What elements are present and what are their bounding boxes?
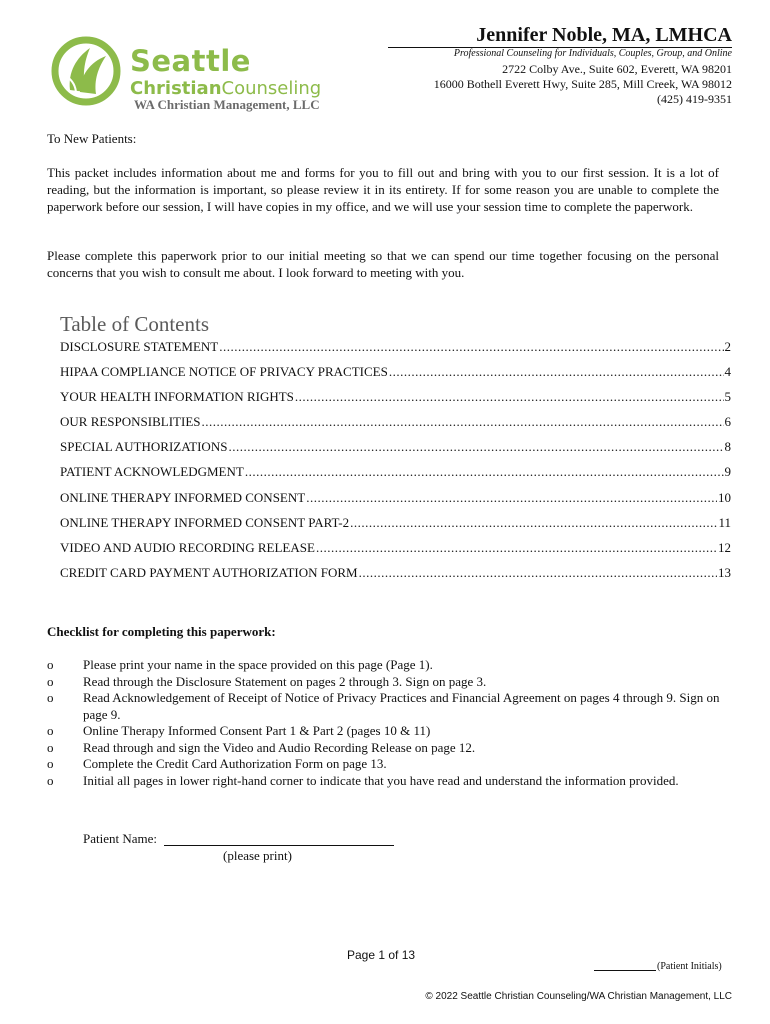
toc-entry[interactable] [60, 540, 731, 556]
toc-entry[interactable] [60, 515, 731, 531]
toc-entry-label: SPECIAL AUTHORIZATIONS [60, 439, 228, 454]
toc-entry-page: 12 [718, 540, 731, 555]
patient-name-label: Patient Name: [83, 831, 158, 846]
toc-entry-label: OUR RESPONSIBLITIES [60, 414, 201, 429]
list-item [47, 740, 737, 757]
list-item-text: Read through and sign the Video and Audio Recording Release on page 12. [83, 739, 476, 755]
toc-entry-page: 6 [724, 414, 731, 429]
address-line-1: 2722 Colby Ave., Suite 602, Everett, WA 98201 [502, 62, 732, 76]
toc-entry-page: 9 [724, 464, 731, 479]
bullet: o [47, 673, 54, 689]
list-item [47, 657, 737, 674]
bullet: o [47, 690, 54, 705]
toc-leader [306, 490, 717, 506]
toc-entry[interactable] [60, 389, 731, 405]
toc-entry[interactable] [60, 439, 731, 455]
logo-subtitle: WA Christian Management, LLC [134, 97, 320, 112]
bullet: o [47, 723, 54, 738]
toc-leader [202, 414, 724, 430]
toc-entry[interactable] [60, 490, 731, 506]
toc-entry-page: 4 [724, 364, 731, 379]
toc-leader [245, 464, 724, 480]
patient-initials-label: (Patient Initials) [657, 961, 722, 972]
toc-entry[interactable] [60, 565, 731, 581]
list-item [47, 674, 737, 691]
checklist [47, 657, 737, 789]
page-number: Page 1 of 13 [347, 948, 416, 962]
bullet: o [47, 657, 54, 672]
phone-number: (425) 419-9351 [657, 92, 732, 106]
logo-word-christian-counseling [130, 78, 321, 99]
toc-entry-label: HIPAA COMPLIANCE NOTICE OF PRIVACY PRACTICES [60, 364, 388, 379]
list-item [47, 723, 737, 740]
bullet: o [47, 772, 54, 788]
toc-entry[interactable] [60, 364, 731, 380]
list-item-text: Read through the Disclosure Statement on pages 2 through 3. Sign on page 3. [83, 673, 487, 689]
leaf-logo-icon [50, 36, 126, 106]
patient-name-field[interactable] [164, 845, 394, 846]
toc-entry-label: DISCLOSURE STATEMENT [60, 339, 219, 354]
intro-paragraph-1: This packet includes information about me and forms for you to fill out and bring with you to our first session. It is a lot of reading, but the information is important, so please review it in its entirety. If for some reason you are unable to complete the paperwork before our session, I will have copies in my office, and we will use your session time to complete the paperwork. [47, 165, 719, 214]
toc-leader [295, 389, 724, 405]
list-item-text: Complete the Credit Card Authorization Form on page 13. [83, 756, 387, 771]
greeting: To New Patients: [47, 131, 137, 146]
checklist-title: Checklist for completing this paperwork: [47, 624, 276, 639]
logo-word-christian: Christian [130, 78, 222, 99]
toc-entry-label: ONLINE THERAPY INFORMED CONSENT [60, 490, 306, 505]
toc-entry-label: CREDIT CARD PAYMENT AUTHORIZATION FORM [60, 565, 358, 580]
address-line-2: 16000 Bothell Everett Hwy, Suite 285, Mill Creek, WA 98012 [433, 77, 732, 91]
toc-entry-page: 10 [718, 490, 731, 505]
toc-entry-page: 5 [724, 389, 731, 404]
list-item-text: Read Acknowledgement of Receipt of Notice of Privacy Practices and Financial Agreement on pages 4 through 9. Sign on page 9. [83, 690, 720, 722]
list-item [47, 756, 737, 773]
toc-leader [316, 540, 717, 556]
provider-tagline: Professional Counseling for Individuals, Couples, Group, and Online [453, 48, 732, 59]
toc-entry-page: 11 [718, 515, 731, 530]
list-item-text: Online Therapy Informed Consent Part 1 & Part 2 (pages 10 & 11) [83, 723, 431, 738]
logo-word-seattle: Seattle [130, 44, 251, 78]
toc-entry-label: YOUR HEALTH INFORMATION RIGHTS [60, 389, 294, 404]
toc-leader [228, 439, 723, 455]
toc-entry[interactable] [60, 464, 731, 480]
toc-entry[interactable] [60, 414, 731, 430]
intro-paragraph-2: Please complete this paperwork prior to our initial meeting so that we can spend our time together focusing on the personal concerns that you wish to consult me about. I look forward to meeting with you. [47, 248, 719, 280]
toc-leader [219, 339, 723, 355]
toc-leader [389, 364, 724, 380]
list-item-text: Please print your name in the space provided on this page (Page 1). [83, 657, 433, 672]
patient-name-hint: (please print) [223, 848, 292, 863]
toc-title: Table of Contents [60, 312, 209, 336]
list-item-text: Initial all pages in lower right-hand corner to indicate that you have read and understand the information provided. [83, 772, 679, 788]
bullet: o [47, 756, 54, 771]
list-item [47, 773, 737, 790]
toc-entry[interactable] [60, 339, 731, 355]
copyright: © 2022 Seattle Christian Counseling/WA Christian Management, LLC [425, 991, 732, 1002]
list-item [47, 690, 737, 723]
toc-entry-label: ONLINE THERAPY INFORMED CONSENT PART-2 [60, 515, 350, 530]
toc-entry-page: 8 [724, 439, 731, 454]
bullet: o [47, 739, 54, 755]
provider-name: Jennifer Noble, MA, LMHCA [476, 24, 732, 46]
toc-entry-page: 13 [718, 565, 731, 580]
logo-word-counseling: Counseling [221, 78, 322, 99]
toc-entry-label: PATIENT ACKNOWLEDGMENT [60, 464, 244, 479]
toc-entry-label: VIDEO AND AUDIO RECORDING RELEASE [60, 540, 315, 555]
toc-entry-page: 2 [724, 339, 731, 354]
toc-leader [350, 515, 717, 531]
toc-leader [359, 565, 717, 581]
patient-initials-field[interactable] [594, 970, 656, 971]
